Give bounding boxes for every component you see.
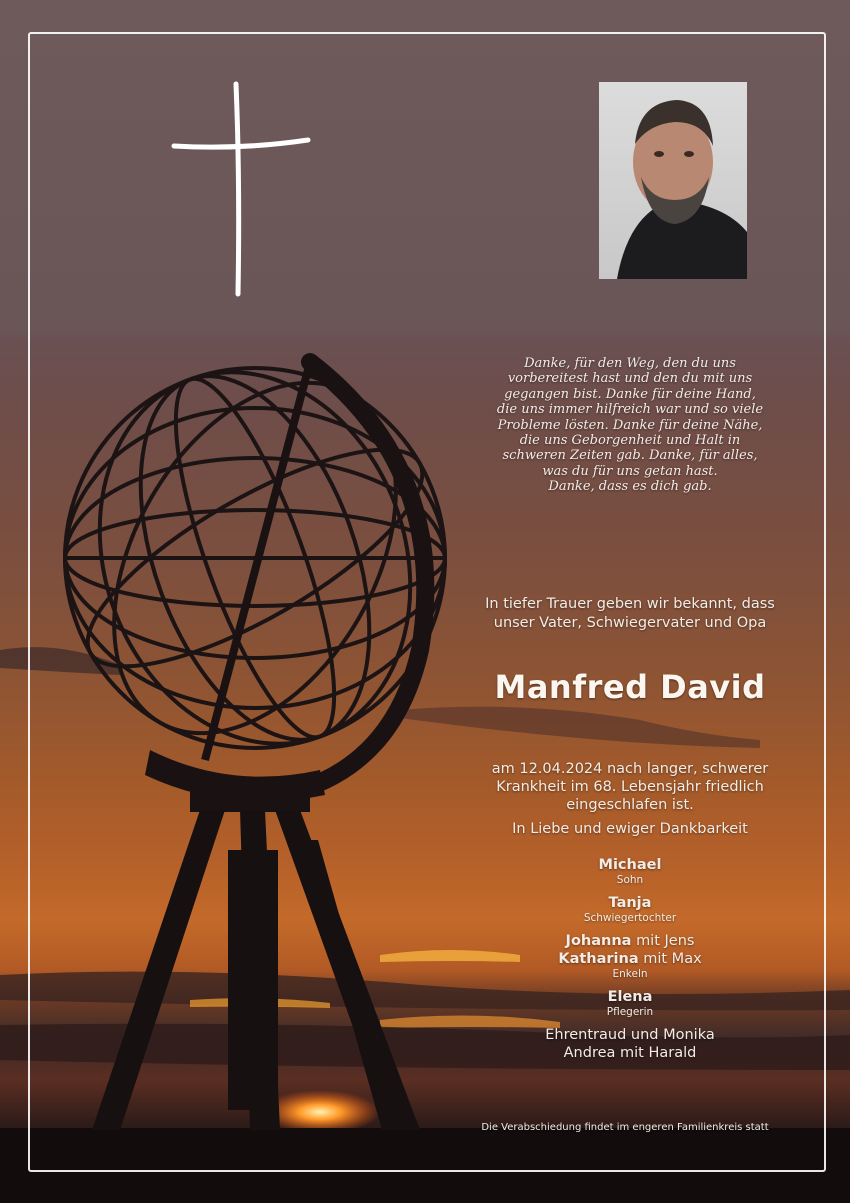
cross-icon <box>170 80 315 300</box>
mourner-relation: Schwiegertochter <box>583 912 677 924</box>
mourner-line: Ehrentraud und Monika <box>545 1027 715 1043</box>
farewell-note: Die Verabschiedung findet im engeren Familienkreis statt <box>481 1122 769 1133</box>
mourner-name: Katharina <box>558 951 639 967</box>
mourner-partner: mit Jens <box>636 933 695 949</box>
mourner-group <box>450 932 810 980</box>
mourner-relation: Pflegerin <box>606 1006 654 1018</box>
deceased-name: Manfred David <box>494 668 766 706</box>
deceased-portrait-photo <box>599 82 747 279</box>
mourner-name: Michael <box>598 857 662 873</box>
mourner-line <box>450 950 810 968</box>
memorial-poem: Danke, für den Weg, den du uns vorbereitest hast und den du mit uns gegangen bist. Danke für deine Hand, die uns immer hilfreich war und so viele Probleme lösten. Danke für deine Nähe, die uns Geborgenheit und Halt in schweren Zeiten gab. Danke, für alles, was du für uns getan hast. Danke, dass es dich gab. <box>496 356 764 495</box>
mourner-group <box>450 988 810 1018</box>
mourner-group <box>450 856 810 886</box>
mourner-line <box>450 932 810 950</box>
mourner-relation: Enkeln <box>612 968 648 980</box>
death-notice-text: am 12.04.2024 nach langer, schwerer Krankheit im 68. Lebensjahr friedlich eingeschlafen ist. <box>491 761 769 813</box>
mourner-group <box>450 1026 810 1062</box>
mourners-list <box>450 856 810 1070</box>
mourner-relation: Sohn <box>616 874 644 886</box>
mourner-name: Elena <box>607 989 653 1005</box>
mourner-group <box>450 894 810 924</box>
mourner-partner: mit Max <box>643 951 702 967</box>
mourner-line: Andrea mit Harald <box>563 1045 697 1061</box>
announcement-intro: In tiefer Trauer geben wir bekannt, dass unser Vater, Schwiegervater und Opa <box>485 596 775 631</box>
dedication-line: In Liebe und ewiger Dankbarkeit <box>512 821 748 837</box>
mourner-name: Johanna <box>565 933 632 949</box>
mourner-name: Tanja <box>608 895 652 911</box>
